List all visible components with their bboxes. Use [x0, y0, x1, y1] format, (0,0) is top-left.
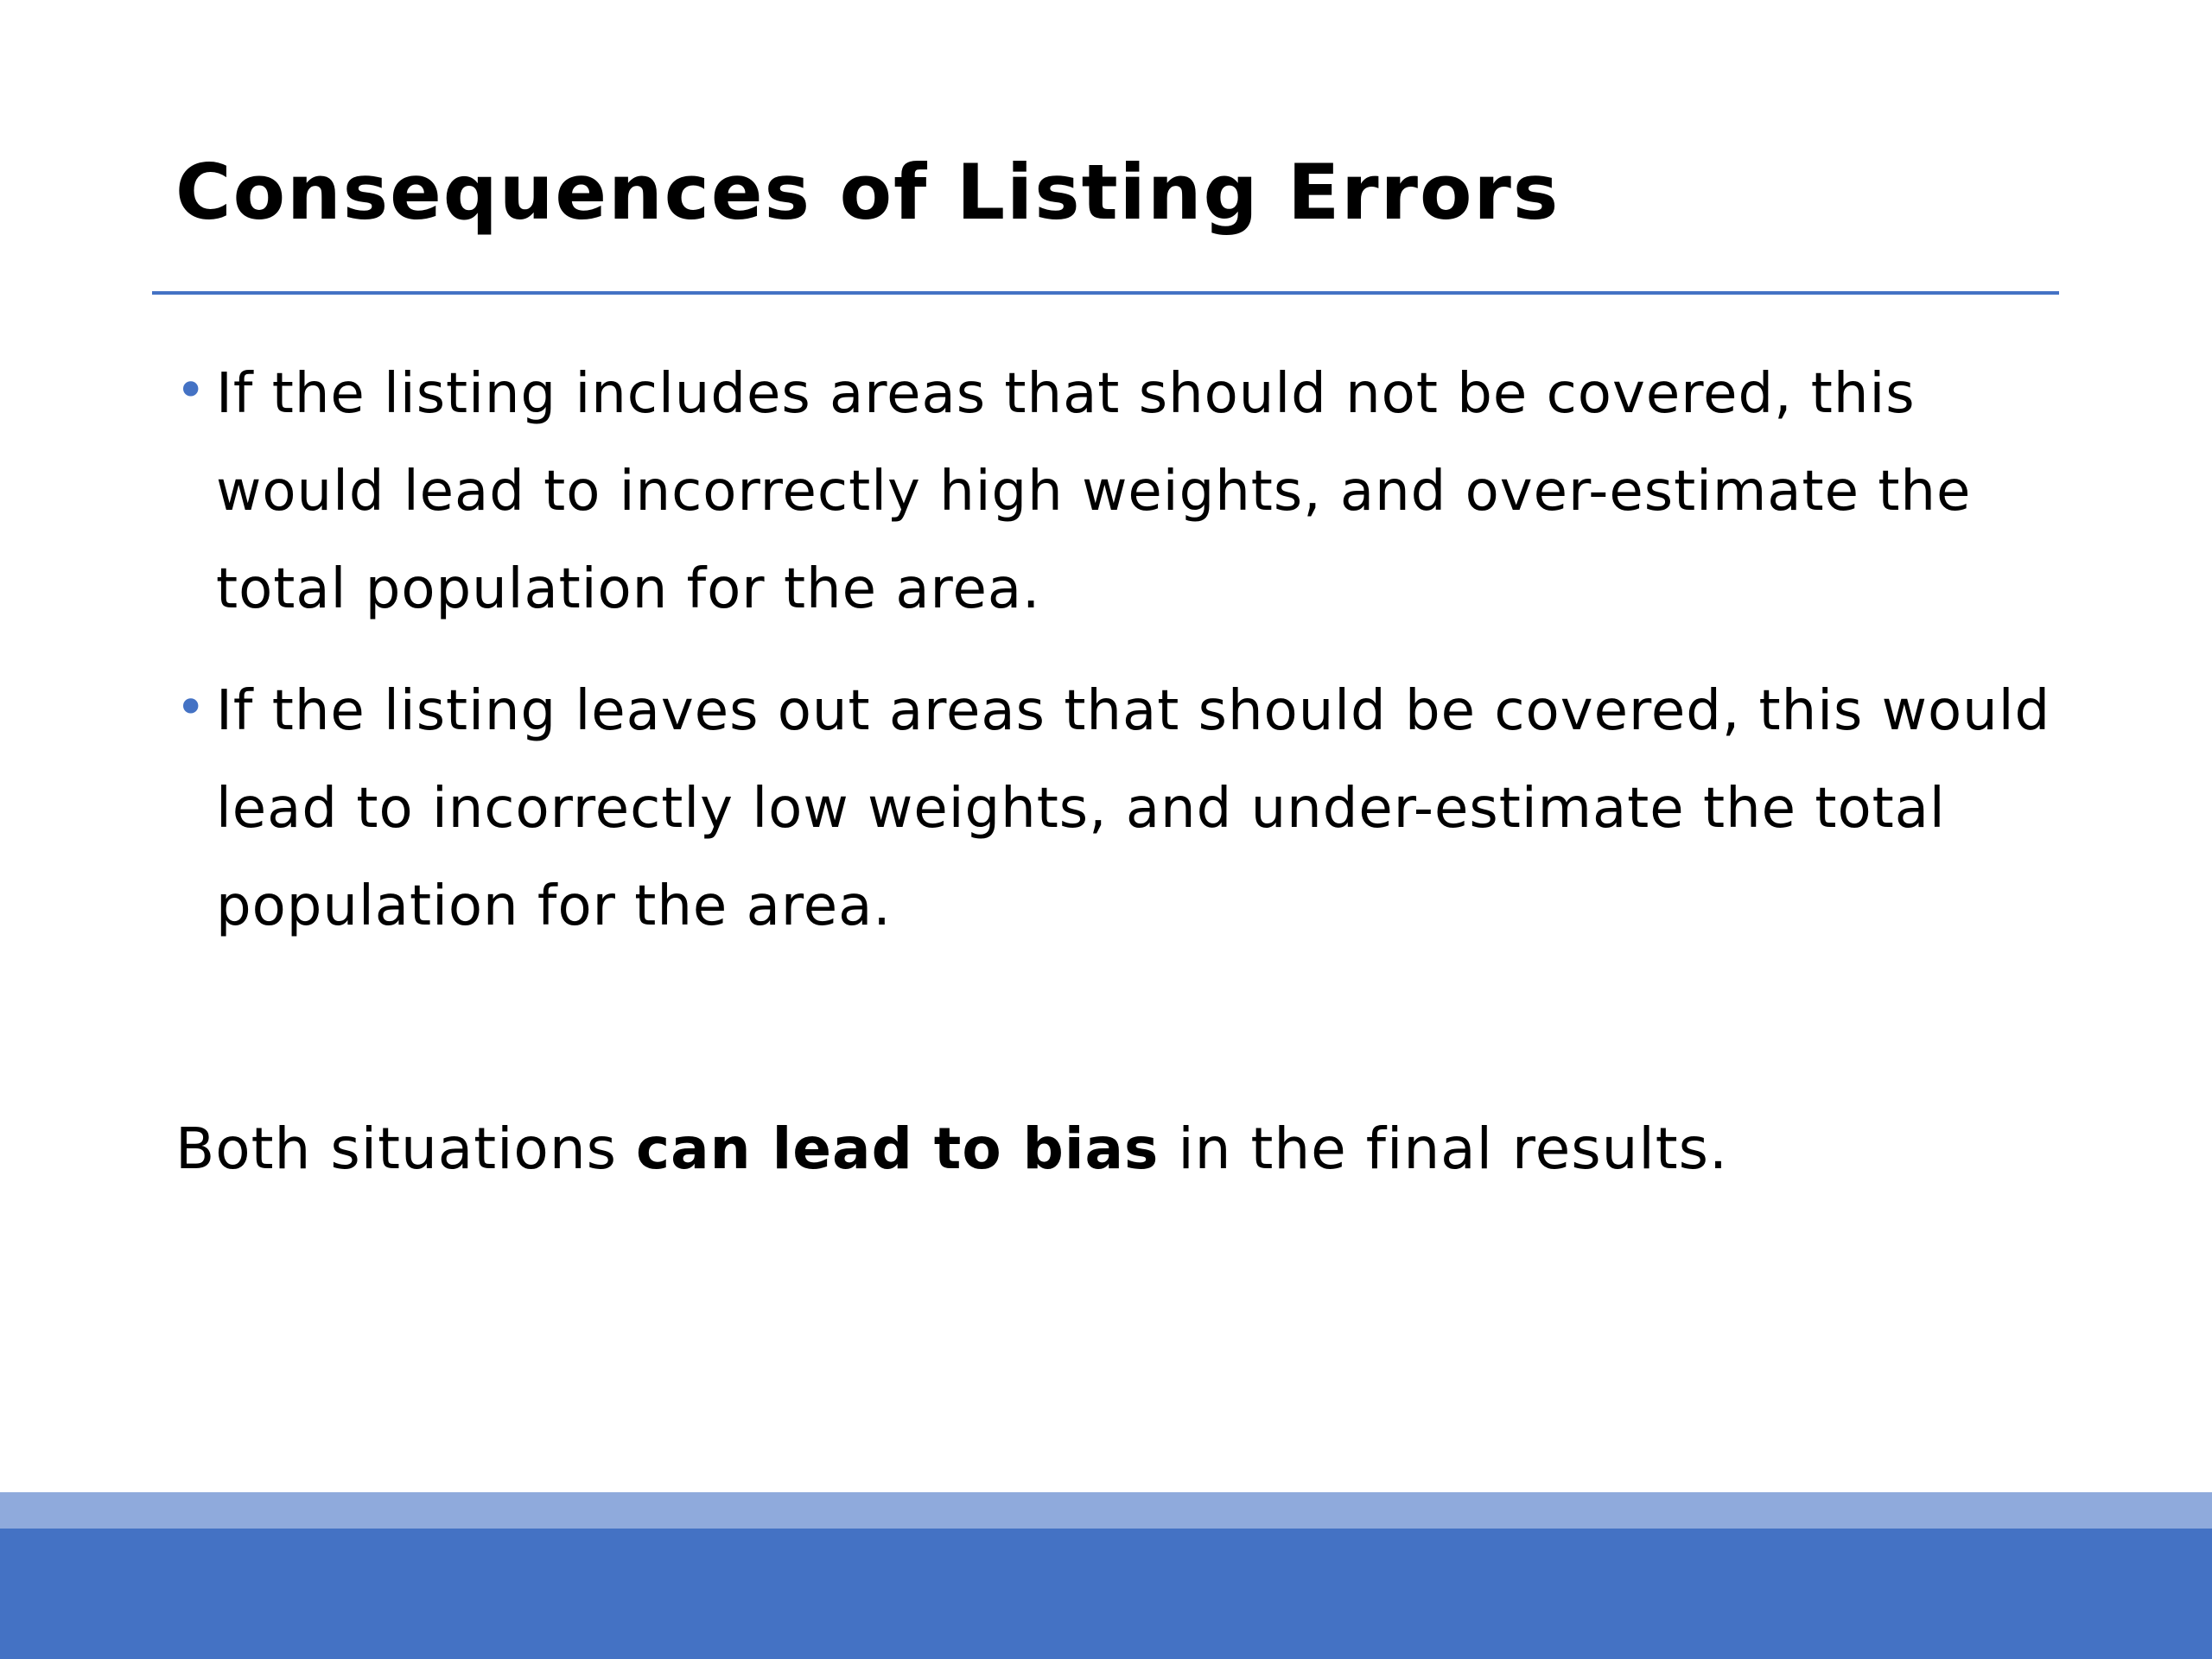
- conclusion-emphasis: can lead to bias: [636, 1116, 1160, 1182]
- bullet-text: If the listing includes areas that should not be covered, this would lead to incorrectly high weights, and over-estimate the total population for the area.: [216, 362, 1972, 621]
- conclusion-after: in the final results.: [1159, 1116, 1729, 1182]
- footer-band-light: [0, 1492, 2212, 1529]
- bullet-item: [175, 663, 2102, 956]
- footer-band-dark: [0, 1529, 2212, 1659]
- bullet-list: [175, 346, 2102, 980]
- bullet-item: [175, 346, 2102, 639]
- bullet-dot-icon: •: [175, 677, 207, 738]
- bullet-dot-icon: •: [175, 360, 207, 421]
- conclusion-before: Both situations: [175, 1116, 637, 1182]
- conclusion-text: [175, 1100, 1728, 1198]
- bullet-text: If the listing leaves out areas that should be covered, this would lead to incorrectly low weights, and under-estimate the total population for the area.: [216, 679, 2051, 938]
- title-divider: [152, 291, 2059, 295]
- slide-title: Consequences of Listing Errors: [175, 148, 1560, 237]
